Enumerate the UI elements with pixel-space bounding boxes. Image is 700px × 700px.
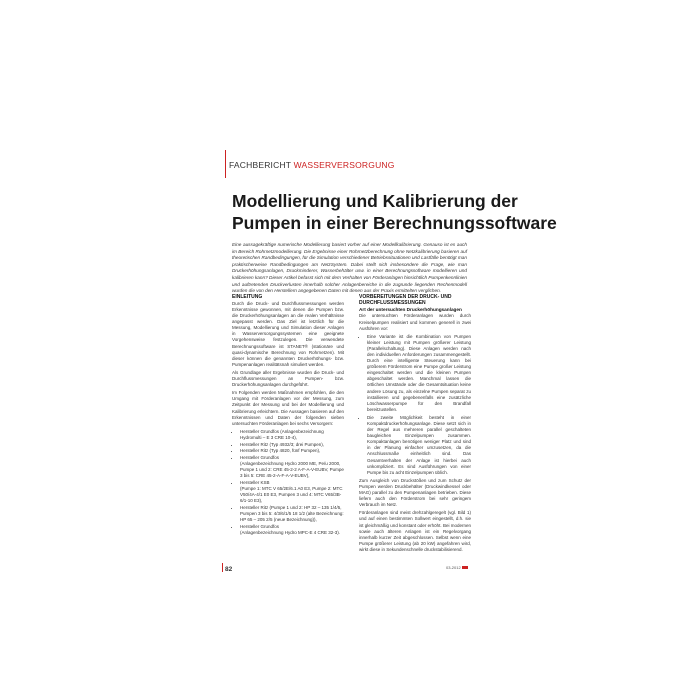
- list-item: • Hersteller Grundfos (Anlagenbezeichnung Hydromulti – E 3 CRE 10-4),: [240, 429, 344, 441]
- variant-list: [359, 334, 471, 476]
- header-subject: WASSERVERSORGUNG: [293, 160, 395, 170]
- header-accent-line: [225, 150, 226, 178]
- left-paragraph-3: Im Folgenden werden Maßnahmen empfohlen, die den Umgang mit Förderanlagen vor der Messung, zum Zeitpunkt der Messung und bei der Modellierung und Kalibrierung erleichtern. Die Aussagen basieren auf den Erkenntnissen und Daten der folgenden sieben untersuchten Förderanlagen bei sechs Versorgern:: [232, 390, 344, 426]
- left-column: [232, 294, 344, 538]
- list-item: • Eine Variante ist die Kombination von Pumpen kleiner Leistung mit Pumpen größerer Leistung (Parallelschaltung). Diese Anlagen werden nach den individuellen Anforderungen zusammengestellt. Durch eine intelligente Steuerung kann bei größerem Förderstrom eine Pumpe großer Leistung eingeschaltet werden und die kleinen Pumpen abgeschaltet werden. Manchmal lassen die örtlichen Umstände oder die Gesamtsituation keine andere Lösung zu, als einzelne Pumpen separat zu installieren und gegebenenfalls eine zusätzliche Löschwasserpumpe für den Brandfall bereitzustellen.: [367, 334, 471, 413]
- left-paragraph-1: Durch die Druck- und Durchflussmessungen werden Erkenntnisse gewonnen, mit denen die Pumpen bzw. die Druckerhöhungsanlagen an die realen Verhältnisse angepasst werden. Das Ziel ist letztlich für die Messung, Modellierung und Simulation dieser Anlagen in Wasserversorgungssystemen eine geeignete Vorgehensweise festzulegen. Die verwendete Berechnungssoftware ist STANET® (stationäre und quasi-dynamische Berechnung von Rohrnetzen). Mit dieser können die genannten Druckerhöhungs- bzw. Pumpenanlagen realitätsnah simuliert werden.: [232, 300, 344, 367]
- title-line-1: Modellierung und Kalibrierung der: [232, 191, 518, 211]
- right-paragraph-1: Die untersuchten Förderanlagen wurden durch Kreiselpumpen realisiert und kommen generell in zwei Ausführen vor:: [359, 313, 471, 331]
- left-paragraph-2: Als Grundlage aller Ergebnisse wurden die Druck- und Durchflussmessungen an Pumpen- bzw. Druckerhöhungsanlagen durchgeführt.: [232, 369, 344, 388]
- list-item: • Hersteller Ritz (Typ 4820, fünf Pumpen),: [240, 448, 344, 454]
- right-heading: VORBEREITUNGEN DER DRUCK- UND DURCHFLUSSMESSUNGEN: [359, 294, 452, 307]
- page-number-accent: [222, 563, 223, 572]
- list-item: • Hersteller Grundfos (Anlagenbezeichnung Hydro 2000 ME, Pe/u 2000, Pumpe 1 und 2: CRE 45-2-2 A-F-A-V-EUBV, Pumpe 3 bis 5: CRE 45-2-A-F-A-V-EUBV),: [240, 455, 344, 479]
- list-item: • Hersteller Grundfos (Anlagenbezeichnung Hydro MPC-E 4 CRE 32-3).: [240, 524, 344, 536]
- article-intro: Eine aussagekräftige numerische Modellierung basiert vorher auf einer Modellkalibrierung. Genauso ist es auch im Bereich Rohrnetzmodellierung. Die Ergebnisse einer Rohrnetzberechnung ohne Netzkalibrierung basieren auf theoretischen Randbedingungen, für die Simulation verschiedener Betriebssituationen und Lastfälle benötigt man praktischerweise Randbedingungen am NetzSystem. Dabei stellt sich insbesondere die Frage, wie man Druckerhöhungsanlagen, Druckminderer, Wasserbehälter usw. in einer Berechnungssoftware modellieren und kalibrieren kann? Dieser Artikel befasst sich mit dem Verhalten von Förderanlagen hinsichtlich Pumpenkennlinien und auftretenden Druckverlusten innerhalb solcher Anlagenbereiche in die zugrunde liegenden Rechenmodell wurden die von den Herstellern angegebenen Daten mit denen aus der Praxis ermittelten verglichen.: [232, 242, 467, 294]
- left-heading: EINLEITUNG: [232, 294, 263, 300]
- list-item: • Hersteller Ritz (Typ 4932/3; drei Pumpen),: [240, 442, 344, 448]
- header-category: FACHBERICHT: [229, 160, 292, 170]
- right-subheading: Art der untersuchten Druckerhöhungsanlagen: [359, 307, 462, 313]
- list-item: • Hersteller Ritz (Pumpe 1 und 2: HP 32 – 135 1/4/5, Pumpen 3 bis 5: 4/3/6/1/5 18 1/2 (alte Bezeichnung: HP 65 – 205 2/5 (neue Bezeichnung)),: [240, 505, 344, 523]
- manufacturer-list: [232, 429, 344, 536]
- right-column: [359, 294, 471, 555]
- section-header: [229, 160, 395, 170]
- article-title: [232, 190, 557, 234]
- list-item: • Die zweite Möglichkeit besteht in einer Kompaktdruckerhöhungsanlage. Diese setzt sich in der Regel aus mehreren parallel geschalteten baugleichen Einzelpumpen zusammen. Kompaktanlagen benötigen weniger Platz und sind in der Planung einfacher umzusetzen, da die Anschlussmaße einheitlich sind. Das Gesamtverhalten der Anlage ist hierbei auch unkompliziert. Es sind Ausführungen von einer Pumpe bis zu acht Einzelpumpen üblich.: [367, 415, 471, 476]
- publisher-logo-icon: [462, 566, 468, 569]
- right-paragraph-3: Förderanlagen sind meist drehzahlgeregelt (vgl. Bild 1) und auf einen bestimmten Sollwert eingestellt, d.h. sie ist gleichmäßig und konstant oder erhöht. Bei modernen sowie auch älteren Anlagen ist ein Regelvorgang innerhalb kurzer Zeit abgeschlossen. Selbst wenn eine Pumpe größerer Leistung (ab 20 kW) angefahren wird, wirkt diese in Sekundenschnelle druckstabilisierend.: [359, 510, 471, 552]
- list-item: • Hersteller KSB (Pumpe 1: MTC V 65/2E/6.1 A0 E3, Pumpe 2: MTC V50/4A-4/1 E0 E3, Pumpen 3 und 4: MTC V65/3B-6/1-10 E3),: [240, 480, 344, 504]
- issue-label: 03-2012: [446, 565, 468, 570]
- right-paragraph-2: Zum Ausgleich von Druckstößen und zum Schutz der Pumpen werden Druckbehälter (Druckwindkessel oder MAG) parallel zu den Pumpenanlagen betrieben. Diese liefern auch den Förderstrom bei sehr geringem Verbrauch im Netz.: [359, 477, 471, 508]
- page-number: 82: [222, 563, 232, 573]
- title-line-2: Pumpen in einer Berechnungssoftware: [232, 213, 557, 233]
